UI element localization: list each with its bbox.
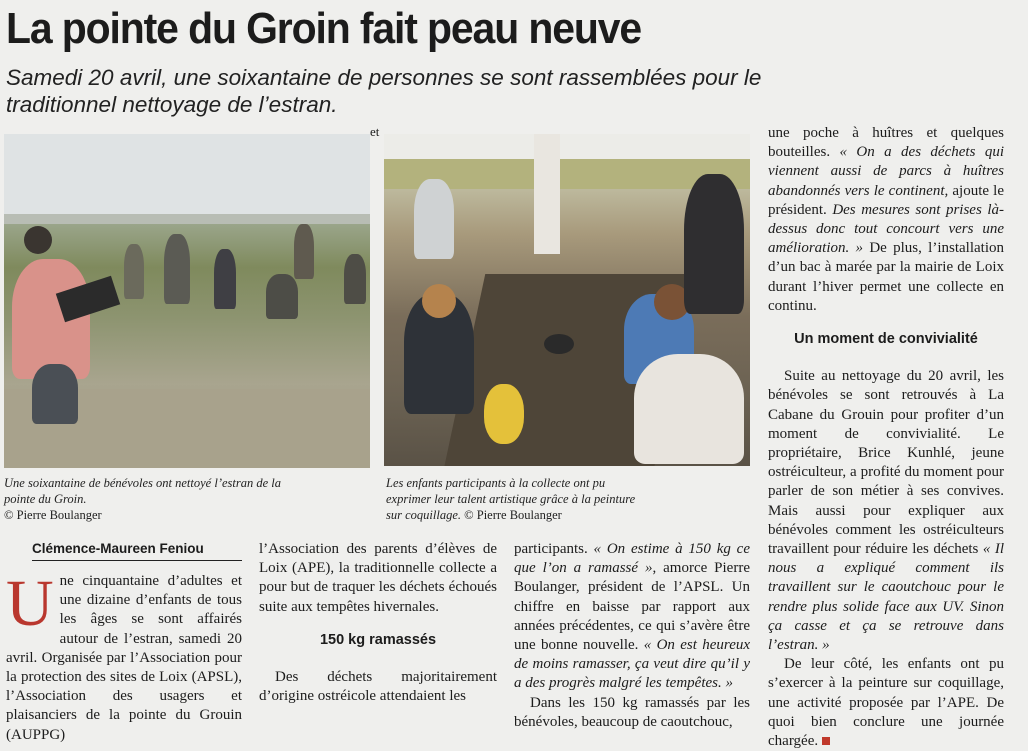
text-run: participants. — [514, 541, 588, 557]
paragraph — [514, 540, 750, 694]
paragraph: Dans les 150 kg ramassés par les bénévoles, beaucoup de caoutchouc, — [514, 694, 750, 730]
photo-credit: © Pierre Boulanger — [464, 508, 562, 522]
paragraph: l’Association des parents d’élèves de Loix (APE), la traditionnelle collecte a pour but de traquer les déchets échoués suite aux tempêtes hivernales. — [259, 541, 497, 615]
text-run: , amorce Pierre Boulanger, président de l’APSL. Un chiffre en baisse par rapport aux années précédentes, ce qui s’avère être une bonne nouvelle. — [514, 560, 750, 654]
article-column-4 — [768, 124, 1004, 751]
text-run: De leur côté, les enfants ont pu s’exercer à la peinture sur coquillage, une activité proposée par l’APE. De quoi bien conclure une journée chargée. — [768, 656, 1004, 750]
paragraph — [768, 367, 1004, 655]
paragraph — [768, 655, 1004, 751]
text-run: une poche à huîtres et quelques bouteilles. — [768, 125, 1004, 161]
photo-caption-2 — [386, 475, 646, 523]
subheading: 150 kg ramassés — [319, 631, 437, 648]
article-column-3 — [514, 540, 750, 732]
paragraph: ne cinquantaine d’adultes et une dizaine d’enfants de tous les âges se sont affairés autour de l’estran, samedi 20 avril. Organisée par l’Association pour la protection des sites de Loix (APSL), l’Association des usagers et plaisanciers de la pointe du Grouin (AUPPG) — [6, 573, 242, 743]
quote: « On est heureux de moins ramasser, ça veut dire qu’il y a des progrès malgré les tempêtes. » — [514, 637, 751, 692]
paragraph — [768, 124, 1004, 316]
article-byline: Clémence-Maureen Feniou — [32, 541, 242, 561]
stray-fragment: et — [370, 124, 380, 139]
article-column-2 — [259, 540, 497, 706]
text-run: Suite au nettoyage du 20 avril, les bénévoles se sont retrouvés à La Cabane du Grouin pour profiter d’un moment de convivialité. Le propriétaire, Brice Kunhlé, jeune ostréiculteur, a profité du moment pour parler de son métier à ses convives. Mais aussi pour expliquer aux bénévoles comment les ostréiculteurs travaillent pour réduire les déchets — [768, 368, 1004, 558]
text-run: De plus, l’installation d’un bac à marée par la mairie de Loix durant l’hiver permet une collecte en continu. — [768, 240, 1004, 314]
paragraph: Des déchets majoritairement d’origine ostréicole attendaient les — [259, 669, 497, 705]
drop-cap: U — [6, 567, 54, 640]
article-column-1 — [6, 567, 242, 745]
article-standfirst: Samedi 20 avril, une soixantaine de personnes se sont rassemblées pour le traditionnel nettoyage de l’estran. — [6, 65, 762, 117]
quote: « On estime à 150 kg ce que l’on a ramassé » — [514, 541, 750, 577]
photo-children-painting — [384, 134, 750, 466]
photo-caption-1 — [4, 475, 294, 523]
quote: Des mesures sont prises là-dessus donc tout concourt vers une amélioration. » — [768, 201, 1005, 257]
photo-credit: © Pierre Boulanger — [4, 508, 102, 522]
caption-text: Une soixantaine de bénévoles ont nettoyé l’estran de la pointe du Groin. — [4, 476, 282, 506]
text-run: ajoute le président. — [768, 182, 1004, 218]
quote: « On a des déchets qui viennent aussi de parcs à huîtres abandonnés vers le continent, — [768, 144, 1004, 199]
subheading: Un moment de convivialité — [794, 331, 978, 348]
article-headline: La pointe du Groin fait peau neuve — [6, 4, 642, 53]
end-mark — [822, 737, 830, 745]
photo-volunteers-foreshore — [4, 134, 370, 468]
quote: « Il nous a expliqué comment ils travaillent sur le caoutchouc pour le rendre plus solide face aux UV. Sinon ça casse et ça se retrouve dans l’estran. » — [768, 541, 1004, 654]
caption-text: Les enfants participants à la collecte ont pu exprimer leur talent artistique grâce à la peinture sur coquillage. — [386, 476, 636, 522]
